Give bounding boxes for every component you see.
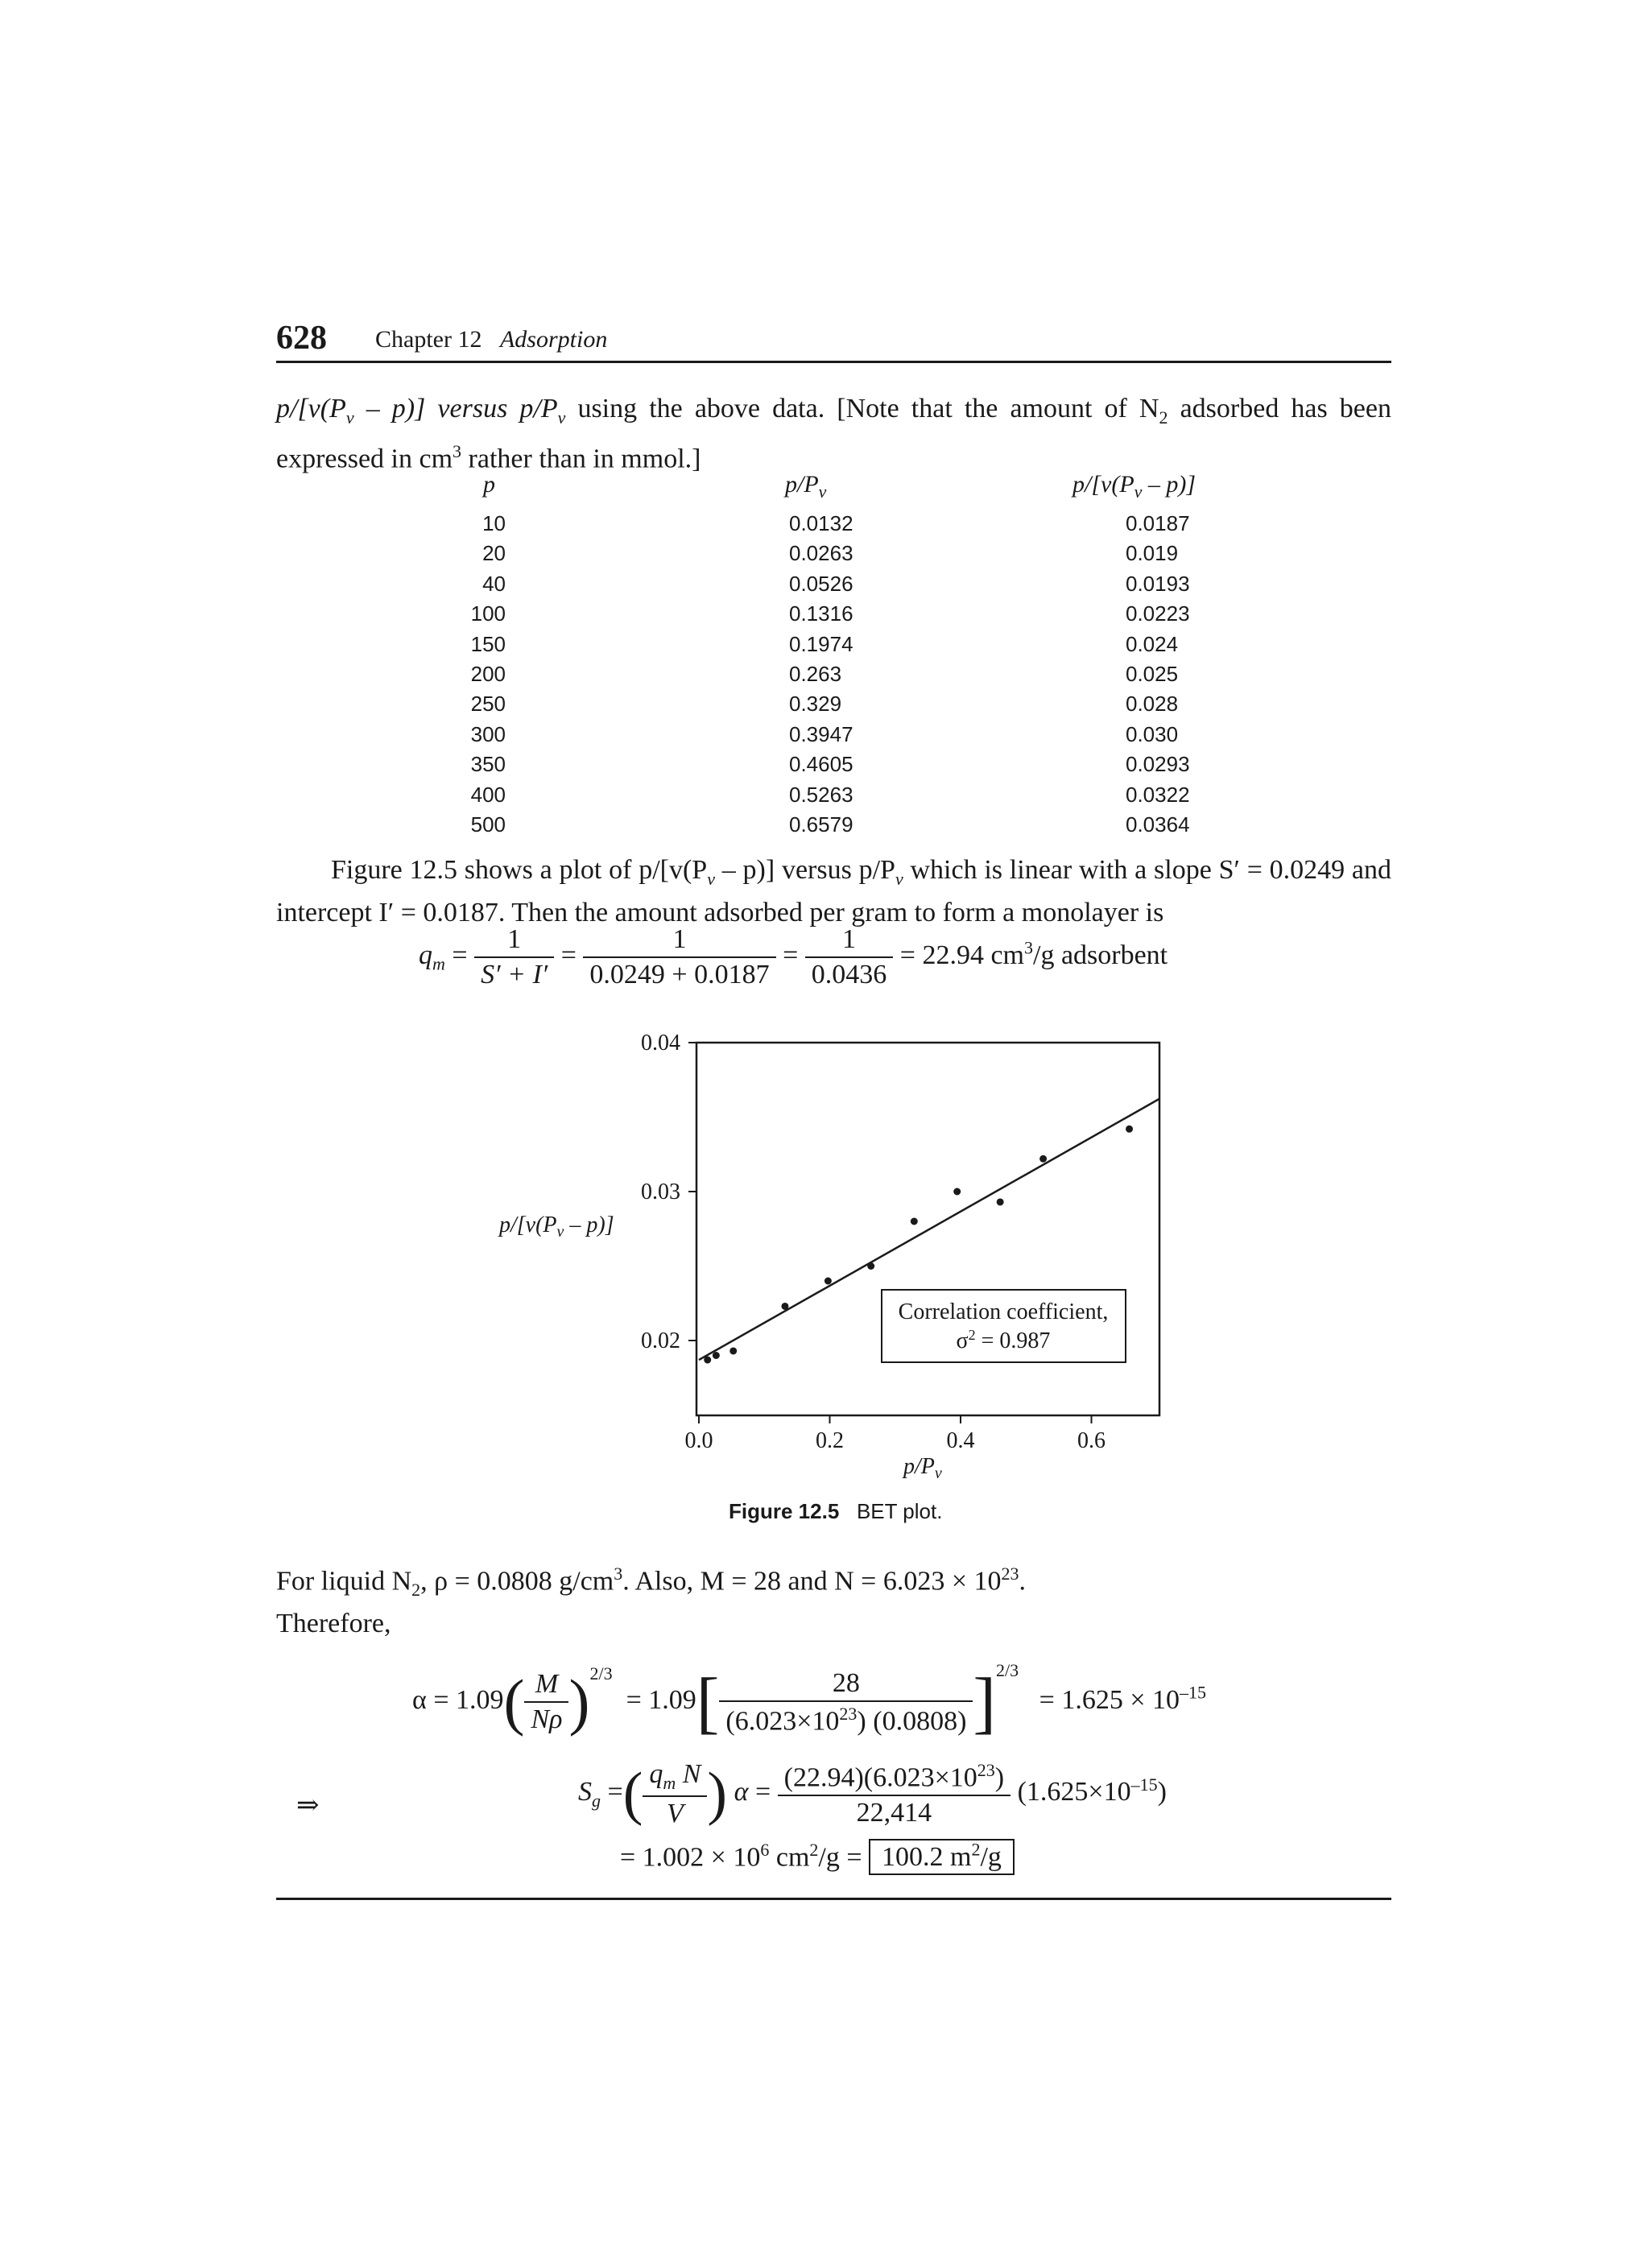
bottom-rule: [276, 1898, 1391, 1900]
bet-chart: [483, 1022, 1176, 1498]
caption-label: Figure 12.5: [729, 1499, 840, 1523]
table-cell-bet: 0.0364: [1126, 812, 1190, 837]
data-point: [729, 1347, 737, 1354]
data-point: [911, 1218, 918, 1225]
y-tick-label: 0.02: [641, 1328, 680, 1353]
table-cell-p: 150: [470, 631, 506, 656]
table-cell-bet: 0.025: [1126, 662, 1179, 686]
table-cell-bet: 0.0187: [1126, 511, 1190, 535]
table-cell-p: 500: [470, 812, 506, 837]
table-cell-bet: 0.024: [1126, 631, 1179, 656]
table-cell-p: 350: [470, 752, 506, 777]
equation-sg: $S_g$ =( $\frac{q_m N}{V}$ ) α = $\frac{(22.94)(6.023\times 10^{23})}{22,414}$ $(1.625\times 10^{-15})$: [578, 1759, 1167, 1828]
x-tick-label: 0.2: [816, 1428, 844, 1453]
table-cell-ratio: 0.6579: [789, 812, 853, 837]
chapter-number: Chapter 12: [375, 326, 482, 353]
data-point: [781, 1303, 788, 1310]
table-cell-bet: 0.0322: [1126, 782, 1190, 807]
y-axis-label: $p/[v(P_v - p)]$: [499, 1212, 614, 1241]
final-answer-box: 100.2 $m^2/g$: [869, 1839, 1015, 1875]
table-cell-p: 20: [482, 541, 506, 566]
figure-caption: [729, 1499, 942, 1524]
x-axis-label: $p/P_v$: [903, 1454, 942, 1482]
table-cell-ratio: 0.263: [789, 662, 842, 686]
chapter-title: Adsorption: [499, 326, 608, 353]
data-point: [704, 1357, 711, 1364]
table-cell-p: 10: [482, 511, 506, 535]
header-rule: [276, 361, 1391, 363]
equation-alpha: α = 1.09( $\frac{M}{N\rho}$ )$^{2/3}$ = 1.09[ $\frac{28}{(6.023\times 10^{23}) (0.0808)}$ ]$^{2/3} = 1.625 \times 10^{-15}$: [412, 1660, 1207, 1741]
table-cell-ratio: 0.5263: [789, 782, 853, 807]
table-cell-p: 300: [470, 721, 506, 746]
table-cell-bet: 0.019: [1126, 541, 1179, 566]
equation-qm: $q_m$ = $\frac{1}{S' + I'}$ = $\frac{1}{0.0249 + 0.0187}$ = $\frac{1}{0.0436}$ = 22.94 $cm^3/g$ adsorbent: [419, 924, 1168, 989]
data-point: [1126, 1126, 1133, 1133]
x-tick-label: 0.6: [1077, 1428, 1106, 1453]
data-point: [867, 1262, 874, 1270]
y-tick-label: 0.03: [641, 1179, 680, 1204]
data-point: [997, 1198, 1004, 1205]
table-cell-ratio: 0.329: [789, 692, 842, 717]
x-tick-label: 0.4: [946, 1428, 975, 1453]
x-tick-label: 0.0: [684, 1428, 713, 1453]
table-cell-p: 40: [482, 571, 506, 596]
caption-text: BET plot.: [856, 1499, 943, 1523]
table-cell-ratio: 0.1974: [789, 631, 853, 656]
table-cell-p: 400: [470, 782, 506, 807]
table-cell-ratio: 0.0132: [789, 511, 853, 535]
data-point: [1039, 1155, 1047, 1163]
table-cell-ratio: 0.1316: [789, 601, 853, 626]
table-header-p: p: [483, 471, 495, 498]
table-cell-bet: 0.0193: [1126, 571, 1190, 596]
table-cell-p: 100: [470, 601, 506, 626]
table-header-bet: $p/[v(P_v - p)]$: [1072, 471, 1196, 502]
table-cell-ratio: 0.0263: [789, 541, 853, 566]
data-point: [953, 1188, 961, 1196]
table-cell-bet: 0.0293: [1126, 752, 1190, 777]
annotation-line-1: Correlation coefficient,: [898, 1299, 1109, 1324]
y-tick-label: 0.04: [641, 1031, 680, 1056]
table-cell-bet: 0.028: [1126, 692, 1179, 717]
liquid-paragraph: For liquid $N_2$, ρ = 0.0808 $g/cm^3$. Also, M = 28 and $N = 6.023 \times 10^{23}$. Therefore,: [276, 1564, 1027, 1639]
table-cell-p: 250: [470, 692, 506, 717]
table-cell-bet: 0.0223: [1126, 601, 1190, 626]
table-header-ratio: $p/P_v$: [785, 471, 827, 502]
figure-paragraph: Figure 12.5 shows a plot of $p/[v(P_v - p)]$ versus $p/P_v$ which is linear with a slope S′ = 0.0249 and intercept I′ = 0.0187. Then the amount adsorbed per gram to form a monolayer is: [276, 855, 1391, 927]
page-number: 628: [276, 320, 327, 357]
implies-arrow: ⇒: [296, 1791, 320, 1820]
data-point: [824, 1278, 832, 1285]
table-cell-ratio: 0.0526: [789, 571, 853, 596]
table-cell-ratio: 0.4605: [789, 752, 853, 777]
running-head: [375, 326, 607, 353]
equation-final: = $1.002 \times 10^6$ $cm^2/g = 100.2$ $m^2/g$: [620, 1840, 1015, 1873]
data-point: [713, 1352, 720, 1359]
table-cell-bet: 0.030: [1126, 721, 1179, 746]
annotation-line-2: $\sigma^2 = 0.987$: [956, 1327, 1051, 1353]
table-cell-p: 200: [470, 662, 506, 686]
intro-paragraph: $p/[v(P_v - p)]$ versus $p/P_v$ using the above data. [Note that the amount of $N_2$ adsorbed has been expressed in $cm^3$ rather than in mmol.]: [276, 394, 1391, 474]
table-cell-ratio: 0.3947: [789, 721, 853, 746]
